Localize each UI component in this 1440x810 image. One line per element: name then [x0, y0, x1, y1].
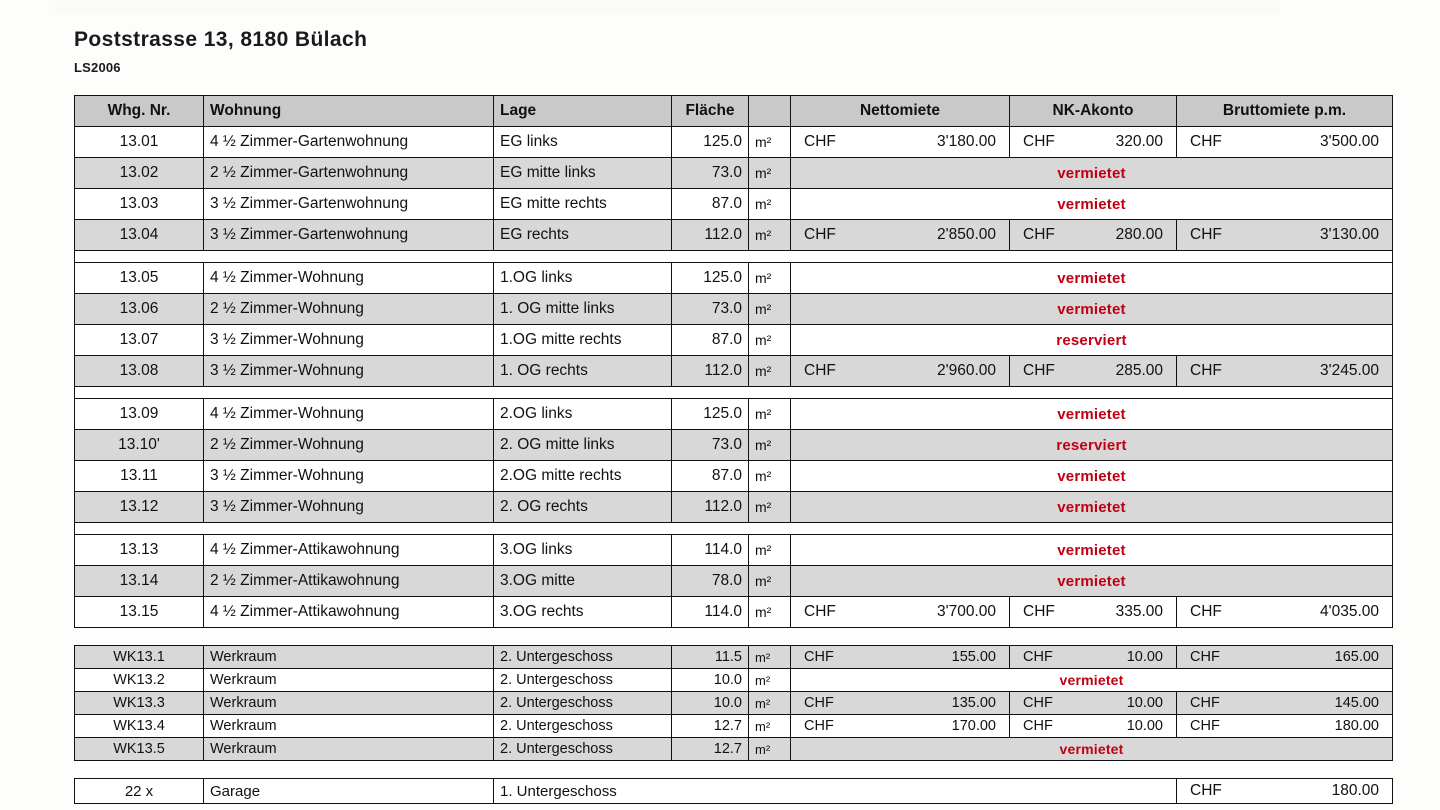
- cell-nettomiete-value: 135.00: [951, 695, 996, 711]
- cell-flaeche: 125.0: [672, 399, 749, 430]
- cell-whg-nr: 13.10': [75, 430, 204, 461]
- cell-flaeche: 12.7: [672, 738, 749, 761]
- header-wohnung: Wohnung: [204, 96, 494, 127]
- table-body: [75, 127, 1393, 804]
- cell-nettomiete: [791, 127, 1010, 158]
- cell-unit: m²: [749, 597, 791, 628]
- cell-bruttomiete: [1177, 220, 1393, 251]
- cell-nk-akonto-value: 10.00: [1126, 718, 1163, 734]
- cell-flaeche: 112.0: [672, 492, 749, 523]
- cell-wohnung: 2 ½ Zimmer-Gartenwohnung: [204, 158, 494, 189]
- cell-unit: m²: [749, 646, 791, 669]
- cell-wohnung: 3 ½ Zimmer-Wohnung: [204, 461, 494, 492]
- cell-nk-akonto-value: 280.00: [1115, 226, 1163, 243]
- cell-wohnung: Werkraum: [204, 715, 494, 738]
- cell-lage: 2. Untergeschoss: [494, 715, 672, 738]
- cell-nk-akonto: [1010, 220, 1177, 251]
- cell-lage: EG links: [494, 127, 672, 158]
- cell-wohnung: 4 ½ Zimmer-Attikawohnung: [204, 535, 494, 566]
- cell-lage: EG mitte links: [494, 158, 672, 189]
- cell-nettomiete-currency: CHF: [804, 133, 836, 150]
- cell-unit: m²: [749, 715, 791, 738]
- cell-nettomiete-currency: CHF: [804, 718, 834, 734]
- cell-unit: m²: [749, 461, 791, 492]
- cell-lage: 2.OG mitte rechts: [494, 461, 672, 492]
- cell-garage-lage: 1. Untergeschoss: [494, 779, 1177, 804]
- cell-nk-akonto: [1010, 356, 1177, 387]
- cell-nettomiete: [791, 597, 1010, 628]
- cell-wohnung: 3 ½ Zimmer-Gartenwohnung: [204, 220, 494, 251]
- cell-unit: m²: [749, 325, 791, 356]
- cell-nettomiete: [791, 715, 1010, 738]
- cell-bruttomiete-value: 3'130.00: [1320, 226, 1379, 243]
- table-row[interactable]: [75, 399, 1393, 430]
- header-unit: [749, 96, 791, 127]
- cell-lage: 1. OG mitte links: [494, 294, 672, 325]
- cell-bruttomiete-value: 3'245.00: [1320, 362, 1379, 379]
- status-badge: vermietet: [791, 399, 1393, 430]
- cell-nettomiete-value: 155.00: [951, 649, 996, 665]
- cell-unit: m²: [749, 220, 791, 251]
- cell-bruttomiete: [1177, 692, 1393, 715]
- cell-unit: m²: [749, 692, 791, 715]
- table-row[interactable]: [75, 294, 1393, 325]
- cell-wohnung: 2 ½ Zimmer-Wohnung: [204, 430, 494, 461]
- table-row[interactable]: [75, 646, 1393, 669]
- cell-bruttomiete-value: 180.00: [1334, 718, 1379, 734]
- cell-lage: EG rechts: [494, 220, 672, 251]
- header-lage: Lage: [494, 96, 672, 127]
- cell-nk-akonto-currency: CHF: [1023, 226, 1055, 243]
- cell-whg-nr: 13.11: [75, 461, 204, 492]
- cell-bruttomiete-currency: CHF: [1190, 362, 1222, 379]
- table-row[interactable]: [75, 220, 1393, 251]
- cell-whg-nr: WK13.5: [75, 738, 204, 761]
- cell-whg-nr: WK13.4: [75, 715, 204, 738]
- cell-bruttomiete: [1177, 715, 1393, 738]
- cell-bruttomiete-value: 145.00: [1334, 695, 1379, 711]
- cell-flaeche: 87.0: [672, 189, 749, 220]
- separator-cell: [75, 251, 1393, 263]
- cell-unit: m²: [749, 356, 791, 387]
- status-badge: reserviert: [791, 430, 1393, 461]
- cell-lage: 3.OG mitte: [494, 566, 672, 597]
- cell-nettomiete: [791, 220, 1010, 251]
- cell-whg-nr: 13.14: [75, 566, 204, 597]
- cell-flaeche: 10.0: [672, 669, 749, 692]
- cell-lage: 3.OG links: [494, 535, 672, 566]
- table-row[interactable]: [75, 535, 1393, 566]
- cell-bruttomiete-currency: CHF: [1190, 226, 1222, 243]
- cell-garage-type: Garage: [204, 779, 494, 804]
- cell-lage: 2.OG links: [494, 399, 672, 430]
- status-badge: vermietet: [791, 535, 1393, 566]
- cell-unit: m²: [749, 669, 791, 692]
- table-row[interactable]: [75, 692, 1393, 715]
- cell-unit: m²: [749, 158, 791, 189]
- cell-whg-nr: 13.04: [75, 220, 204, 251]
- cell-flaeche: 73.0: [672, 430, 749, 461]
- separator-cell: [75, 523, 1393, 535]
- cell-wohnung: Werkraum: [204, 738, 494, 761]
- header-bruttomiete: Bruttomiete p.m.: [1177, 96, 1393, 127]
- table-row[interactable]: [75, 263, 1393, 294]
- cell-whg-nr: 13.07: [75, 325, 204, 356]
- cell-flaeche: 125.0: [672, 127, 749, 158]
- cell-nk-akonto-value: 285.00: [1115, 362, 1163, 379]
- separator-cell: [75, 387, 1393, 399]
- table-row[interactable]: [75, 158, 1393, 189]
- cell-nk-akonto-value: 320.00: [1115, 133, 1163, 150]
- cell-nk-akonto: [1010, 715, 1177, 738]
- cell-whg-nr: 13.06: [75, 294, 204, 325]
- cell-wohnung: 3 ½ Zimmer-Wohnung: [204, 356, 494, 387]
- cell-flaeche: 12.7: [672, 715, 749, 738]
- cell-garage-count: 22 x: [75, 779, 204, 804]
- table-header: [75, 96, 1393, 127]
- table-row[interactable]: [75, 492, 1393, 523]
- cell-flaeche: 87.0: [672, 461, 749, 492]
- cell-unit: m²: [749, 535, 791, 566]
- cell-unit: m²: [749, 430, 791, 461]
- block-separator: [75, 251, 1393, 263]
- cell-flaeche: 87.0: [672, 325, 749, 356]
- status-badge: vermietet: [791, 669, 1393, 692]
- cell-wohnung: 3 ½ Zimmer-Wohnung: [204, 492, 494, 523]
- cell-lage: 1.OG mitte rechts: [494, 325, 672, 356]
- cell-flaeche: 73.0: [672, 158, 749, 189]
- cell-unit: m²: [749, 127, 791, 158]
- cell-lage: 2. OG rechts: [494, 492, 672, 523]
- cell-bruttomiete: [1177, 356, 1393, 387]
- cell-nettomiete-currency: CHF: [804, 226, 836, 243]
- cell-wohnung: 2 ½ Zimmer-Attikawohnung: [204, 566, 494, 597]
- table-row[interactable]: [75, 325, 1393, 356]
- cell-flaeche: 112.0: [672, 220, 749, 251]
- cell-whg-nr: WK13.1: [75, 646, 204, 669]
- cell-flaeche: 73.0: [672, 294, 749, 325]
- cell-nk-akonto-value: 335.00: [1115, 603, 1163, 620]
- cell-wohnung: Werkraum: [204, 669, 494, 692]
- status-badge: reserviert: [791, 325, 1393, 356]
- table-row[interactable]: [75, 127, 1393, 158]
- table-row[interactable]: [75, 715, 1393, 738]
- cell-nettomiete-value: 2'960.00: [937, 362, 996, 379]
- cell-nk-akonto-currency: CHF: [1023, 133, 1055, 150]
- table-row[interactable]: [75, 356, 1393, 387]
- header-nk-akonto: NK-Akonto: [1010, 96, 1177, 127]
- cell-lage: 2. Untergeschoss: [494, 646, 672, 669]
- cell-bruttomiete-currency: CHF: [1190, 133, 1222, 150]
- cell-nettomiete-currency: CHF: [804, 695, 834, 711]
- cell-nk-akonto-currency: CHF: [1023, 649, 1053, 665]
- cell-flaeche: 112.0: [672, 356, 749, 387]
- cell-garage-price-currency: CHF: [1190, 782, 1222, 799]
- cell-bruttomiete: [1177, 597, 1393, 628]
- cell-lage: 3.OG rechts: [494, 597, 672, 628]
- cell-wohnung: 4 ½ Zimmer-Wohnung: [204, 263, 494, 294]
- cell-whg-nr: 13.01: [75, 127, 204, 158]
- cell-nk-akonto: [1010, 597, 1177, 628]
- cell-nettomiete-currency: CHF: [804, 362, 836, 379]
- garage-row[interactable]: [75, 779, 1393, 804]
- status-badge: vermietet: [791, 294, 1393, 325]
- cell-nettomiete-currency: CHF: [804, 649, 834, 665]
- cell-flaeche: 114.0: [672, 535, 749, 566]
- status-badge: vermietet: [791, 492, 1393, 523]
- cell-wohnung: 3 ½ Zimmer-Wohnung: [204, 325, 494, 356]
- cell-bruttomiete: [1177, 127, 1393, 158]
- block-separator: [75, 387, 1393, 399]
- cell-flaeche: 78.0: [672, 566, 749, 597]
- cell-nk-akonto-currency: CHF: [1023, 695, 1053, 711]
- status-badge: vermietet: [791, 461, 1393, 492]
- cell-unit: m²: [749, 738, 791, 761]
- cell-whg-nr: WK13.2: [75, 669, 204, 692]
- separator-cell: [75, 628, 1393, 646]
- cell-bruttomiete-currency: CHF: [1190, 649, 1220, 665]
- table-row[interactable]: [75, 189, 1393, 220]
- header-row: [75, 96, 1393, 127]
- cell-nk-akonto-currency: CHF: [1023, 603, 1055, 620]
- cell-nk-akonto-currency: CHF: [1023, 718, 1053, 734]
- cell-nettomiete-value: 3'180.00: [937, 133, 996, 150]
- cell-lage: 2. OG mitte links: [494, 430, 672, 461]
- cell-bruttomiete-currency: CHF: [1190, 718, 1220, 734]
- cell-nettomiete-value: 3'700.00: [937, 603, 996, 620]
- cell-whg-nr: 13.09: [75, 399, 204, 430]
- cell-wohnung: Werkraum: [204, 692, 494, 715]
- cell-nk-akonto-value: 10.00: [1126, 649, 1163, 665]
- cell-whg-nr: 13.08: [75, 356, 204, 387]
- cell-flaeche: 125.0: [672, 263, 749, 294]
- table-row[interactable]: [75, 566, 1393, 597]
- status-badge: vermietet: [791, 189, 1393, 220]
- cell-unit: m²: [749, 492, 791, 523]
- cell-whg-nr: 13.05: [75, 263, 204, 294]
- apartment-price-table: [74, 95, 1393, 804]
- cell-whg-nr: 13.02: [75, 158, 204, 189]
- cell-nettomiete-value: 170.00: [951, 718, 996, 734]
- cell-bruttomiete-value: 4'035.00: [1320, 603, 1379, 620]
- cell-bruttomiete: [1177, 646, 1393, 669]
- cell-whg-nr: WK13.3: [75, 692, 204, 715]
- status-badge: vermietet: [791, 158, 1393, 189]
- cell-whg-nr: 13.15: [75, 597, 204, 628]
- cell-wohnung: 4 ½ Zimmer-Wohnung: [204, 399, 494, 430]
- header-nettomiete: Nettomiete: [791, 96, 1010, 127]
- table-row[interactable]: [75, 461, 1393, 492]
- cell-lage: 2. Untergeschoss: [494, 669, 672, 692]
- cell-flaeche: 114.0: [672, 597, 749, 628]
- cell-nettomiete: [791, 692, 1010, 715]
- page-title: Poststrasse 13, 8180 Bülach: [74, 28, 368, 51]
- cell-nettomiete: [791, 646, 1010, 669]
- cell-lage: 1.OG links: [494, 263, 672, 294]
- cell-garage-price-value: 180.00: [1331, 782, 1379, 799]
- block-separator: [75, 523, 1393, 535]
- cell-bruttomiete-currency: CHF: [1190, 695, 1220, 711]
- section-gap: [75, 761, 1393, 779]
- section-gap: [75, 628, 1393, 646]
- cell-garage-price: [1177, 779, 1393, 804]
- cell-nk-akonto-value: 10.00: [1126, 695, 1163, 711]
- cell-nk-akonto-currency: CHF: [1023, 362, 1055, 379]
- cell-bruttomiete-value: 165.00: [1334, 649, 1379, 665]
- cell-nk-akonto: [1010, 646, 1177, 669]
- table-row[interactable]: [75, 597, 1393, 628]
- table-row[interactable]: [75, 430, 1393, 461]
- cell-wohnung: Werkraum: [204, 646, 494, 669]
- cell-lage: 1. OG rechts: [494, 356, 672, 387]
- cell-lage: 2. Untergeschoss: [494, 692, 672, 715]
- cell-wohnung: 4 ½ Zimmer-Attikawohnung: [204, 597, 494, 628]
- cell-bruttomiete-currency: CHF: [1190, 603, 1222, 620]
- cell-nettomiete-currency: CHF: [804, 603, 836, 620]
- cell-wohnung: 2 ½ Zimmer-Wohnung: [204, 294, 494, 325]
- header-whg-nr: Whg. Nr.: [75, 96, 204, 127]
- cell-unit: m²: [749, 294, 791, 325]
- cell-lage: 2. Untergeschoss: [494, 738, 672, 761]
- separator-cell: [75, 761, 1393, 779]
- table-row[interactable]: [75, 669, 1393, 692]
- cell-nettomiete-value: 2'850.00: [937, 226, 996, 243]
- status-badge: vermietet: [791, 566, 1393, 597]
- cell-nk-akonto: [1010, 692, 1177, 715]
- status-badge: vermietet: [791, 263, 1393, 294]
- cell-whg-nr: 13.03: [75, 189, 204, 220]
- cell-flaeche: 11.5: [672, 646, 749, 669]
- cell-nk-akonto: [1010, 127, 1177, 158]
- cell-lage: EG mitte rechts: [494, 189, 672, 220]
- cell-unit: m²: [749, 399, 791, 430]
- cell-wohnung: 3 ½ Zimmer-Gartenwohnung: [204, 189, 494, 220]
- cell-bruttomiete-value: 3'500.00: [1320, 133, 1379, 150]
- status-badge: vermietet: [791, 738, 1393, 761]
- table-row[interactable]: [75, 738, 1393, 761]
- cell-flaeche: 10.0: [672, 692, 749, 715]
- cell-unit: m²: [749, 189, 791, 220]
- cell-unit: m²: [749, 566, 791, 597]
- cell-wohnung: 4 ½ Zimmer-Gartenwohnung: [204, 127, 494, 158]
- cell-nettomiete: [791, 356, 1010, 387]
- cell-unit: m²: [749, 263, 791, 294]
- page-subtitle: LS2006: [74, 60, 121, 75]
- cell-whg-nr: 13.12: [75, 492, 204, 523]
- cell-whg-nr: 13.13: [75, 535, 204, 566]
- header-flaeche: Fläche: [672, 96, 749, 127]
